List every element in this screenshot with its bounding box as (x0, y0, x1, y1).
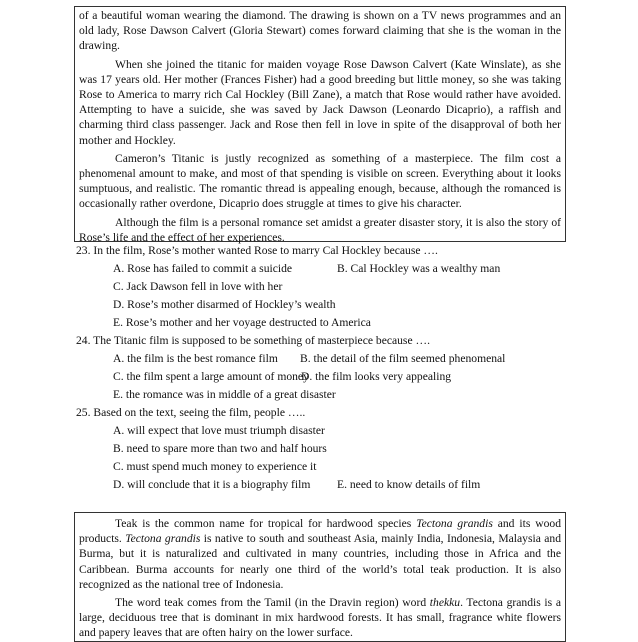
option-d: D. Rose’s mother disarmed of Hockley’s wealth (113, 298, 336, 311)
question-23 (76, 242, 576, 332)
option-d: D. will conclude that it is a biography film (113, 478, 311, 491)
species-name: Tectona grandis (416, 517, 493, 530)
species-name: Tectona grandis (125, 532, 201, 546)
option-a: A. Rose has failed to commit a suicide (113, 262, 293, 275)
option-e: E. need to know details of film (337, 478, 481, 491)
text-run: and its wood products. (79, 517, 561, 546)
option-row (76, 476, 576, 494)
text-run: . Tectona grandis is a large, deciduous tree that is dominant in mix hardwood forests. It has small, fragrance white flowers and papery leaves that are often hairy on the lower surface. (79, 596, 561, 640)
text-run: is native to south and southeast Asia, mainly India, Indonesia, Malaysia and Burma, but it is naturalized and cultivated in many countries, including those in Africa and the Caribbean. Burma accounts for nearly one third of the world’s total teak production. It is also recognized as the national tree of Indonesia. (79, 532, 561, 591)
text-run: The word teak comes from the Tamil (in the Dravin region) word (115, 596, 430, 610)
passage-paragraph: Although the film is a personal romance set amidst a greater disaster story, it is also the story of Rose’s life and the effect of her experiences. (79, 215, 561, 244)
option-d: D. the film looks very appealing (301, 370, 452, 383)
passage-paragraph (79, 516, 561, 592)
option-row (76, 368, 576, 386)
option-e: E. Rose’s mother and her voyage destructed to America (113, 316, 371, 329)
text-run: Teak is the common name for tropical for hardwood species (115, 517, 417, 530)
option-b: B. the detail of the film seemed phenomenal (300, 352, 506, 365)
option-b: B. need to spare more than two and half hours (113, 442, 327, 455)
option-c: C. Jack Dawson fell in love with her (113, 280, 283, 293)
option-e: E. the romance was in middle of a great disaster (113, 388, 336, 401)
option-b: B. Cal Hockley was a wealthy man (337, 262, 501, 275)
question-stem: 24. The Titanic film is supposed to be something of masterpiece because …. (76, 334, 430, 347)
passage-paragraph: When she joined the titanic for maiden voyage Rose Dawson Calvert (Kate Winslate), as she was 17 years old. Her mother (Frances Fisher) had a good breeding but little money, so she was taking Rose to America to marry rich Cal Hockley (Bill Zane), a match that Rose would rather have avoided. Attempting to have a suicide, she was saved by Jack Dawson (Leonardo Dicaprio), a raffish and charming third class passenger. Jack and Rose then fell in love in spite of the disapproval of both her mother and Hockley. (79, 57, 561, 147)
question-24 (76, 332, 576, 404)
question-25 (76, 404, 576, 494)
reading-passage-teak (74, 512, 566, 642)
option-a: A. the film is the best romance film (113, 352, 278, 365)
option-c: C. the film spent a large amount of money (113, 370, 309, 383)
question-stem: 25. Based on the text, seeing the film, people ….. (76, 406, 306, 419)
passage-paragraph: Cameron’s Titanic is justly recognized as something of a masterpiece. The film cost a phenomenal amount to make, and most of that spending is visible on screen. Everything about it looks sumptuous, and realistic. The romantic thread is appealing enough, because, although the romanced is occasionally rather overdone, Dicaprio does struggle at times to give his character. (79, 151, 561, 211)
option-a: A. will expect that love must triumph disaster (113, 424, 325, 437)
question-stem: 23. In the film, Rose’s mother wanted Rose to marry Cal Hockley because …. (76, 244, 438, 257)
option-row (76, 350, 576, 368)
tamil-word: thekku (429, 596, 461, 610)
passage-paragraph: of a beautiful woman wearing the diamond. The drawing is shown on a TV news programmes and an old lady, Rose Dawson Calvert (Gloria Stewart) comes forward claiming that she is the woman in the drawing. (79, 9, 561, 53)
question-list (76, 242, 576, 494)
passage-paragraph (79, 595, 561, 641)
option-c: C. must spend much money to experience it (113, 460, 317, 473)
reading-passage-titanic (74, 6, 566, 242)
option-row (76, 260, 576, 278)
